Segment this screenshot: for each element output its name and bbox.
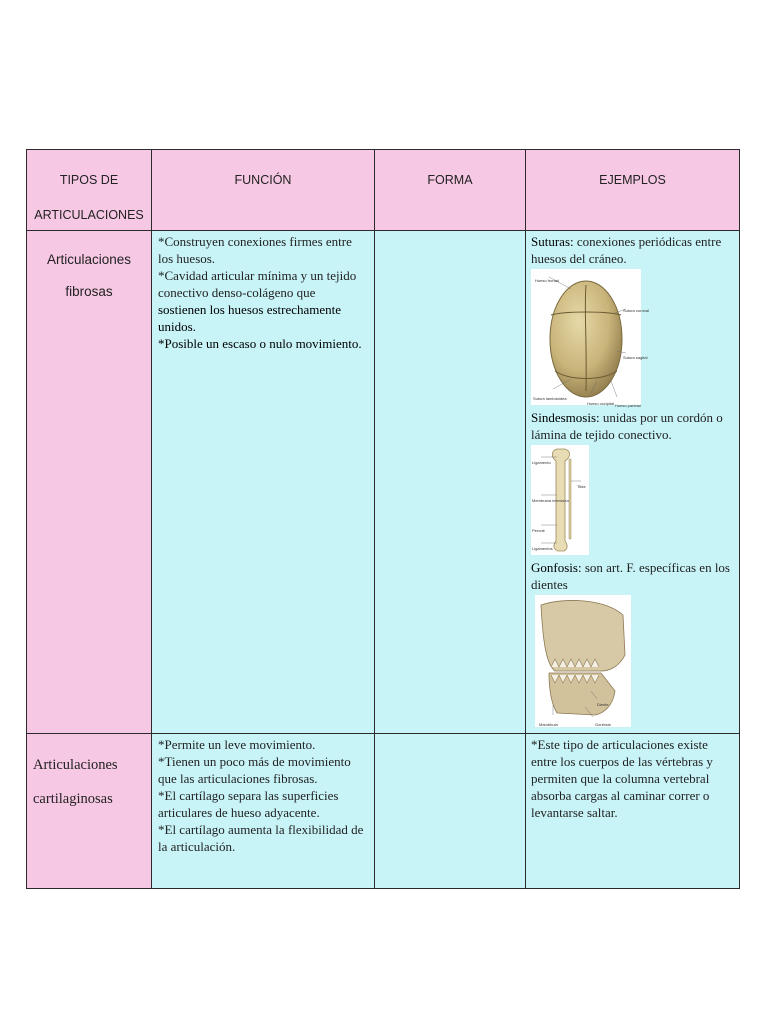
example-sindesmosis xyxy=(531,409,735,443)
type-name-line1: Articulaciones xyxy=(33,757,118,773)
forma-cell-fibrosas xyxy=(375,231,526,734)
table-row-cartilaginosas xyxy=(27,734,740,889)
header-tipos xyxy=(27,150,152,231)
example-term: Suturas: xyxy=(531,234,574,249)
example-suturas xyxy=(531,233,735,267)
example-desc: unidas por un cordón o lámina de tejido conectivo. xyxy=(531,410,723,442)
funcion-text: *El cartílago aumenta la flexibilidad de la articulación. xyxy=(158,822,364,854)
tibia-illustration: Ligamento Tibia Membrana interósea Peroné Ligamentos xyxy=(531,445,589,555)
funcion-text: *Construyen conexiones firmes entre los huesos. xyxy=(158,234,352,266)
table-row-fibrosas xyxy=(27,231,740,734)
funcion-text: *Tienen un poco más de movimiento que las articulaciones fibrosas. xyxy=(158,754,351,786)
header-tipos-line2: ARTICULACIONES xyxy=(34,208,144,222)
funcion-text: sostienen los huesos estrechamente unidos. xyxy=(158,302,342,334)
example-term: Gonfosis: xyxy=(531,560,582,575)
funcion-text: *Cavidad articular mínima y un tejido conectivo denso-colágeno que xyxy=(158,268,357,300)
ejemplos-cell-fibrosas xyxy=(526,231,740,734)
articulaciones-table xyxy=(26,149,740,889)
funcion-text: *Posible un escaso o nulo movimiento. xyxy=(158,336,362,351)
type-cell-cartilaginosas xyxy=(27,734,152,889)
header-ejemplos: EJEMPLOS xyxy=(526,150,740,231)
jaw-illustration: Diente Mandíbula Gonfosis xyxy=(535,595,631,727)
header-row xyxy=(27,150,740,231)
skull-illustration: Hueso frontal Sutura coronal Sutura sagital Sutura lambdoidea Hueso occipital Hueso parietal xyxy=(531,269,641,405)
ejemplos-text: *Este tipo de articulaciones existe entre los cuerpos de las vértebras y permiten que la columna vertebral absorba cargas al caminar correr o levantarse saltar. xyxy=(531,737,713,820)
header-tipos-line1: TIPOS DE xyxy=(59,173,119,187)
funcion-text: *Permite un leve movimiento. xyxy=(158,737,316,752)
type-name-line2: cartilaginosas xyxy=(33,791,113,807)
type-name-line2: fibrosas xyxy=(65,284,113,299)
forma-cell-cartilaginosas xyxy=(375,734,526,889)
example-gonfosis xyxy=(531,559,735,593)
example-desc: conexiones periódicas entre huesos del cráneo. xyxy=(531,234,722,266)
ejemplos-cell-cartilaginosas xyxy=(526,734,740,889)
type-name-line1: Articulaciones xyxy=(46,252,132,267)
funcion-cell-cartilaginosas xyxy=(152,734,375,889)
header-funcion: FUNCIÓN xyxy=(152,150,375,231)
funcion-cell-fibrosas xyxy=(152,231,375,734)
funcion-text: *El cartílago separa las superficies articulares de hueso adyacente. xyxy=(158,788,339,820)
example-desc: son art. F. específicas en los dientes xyxy=(531,560,730,592)
header-forma: FORMA xyxy=(375,150,526,231)
example-term: Sindesmosis: xyxy=(531,410,600,425)
type-cell-fibrosas xyxy=(27,231,152,734)
